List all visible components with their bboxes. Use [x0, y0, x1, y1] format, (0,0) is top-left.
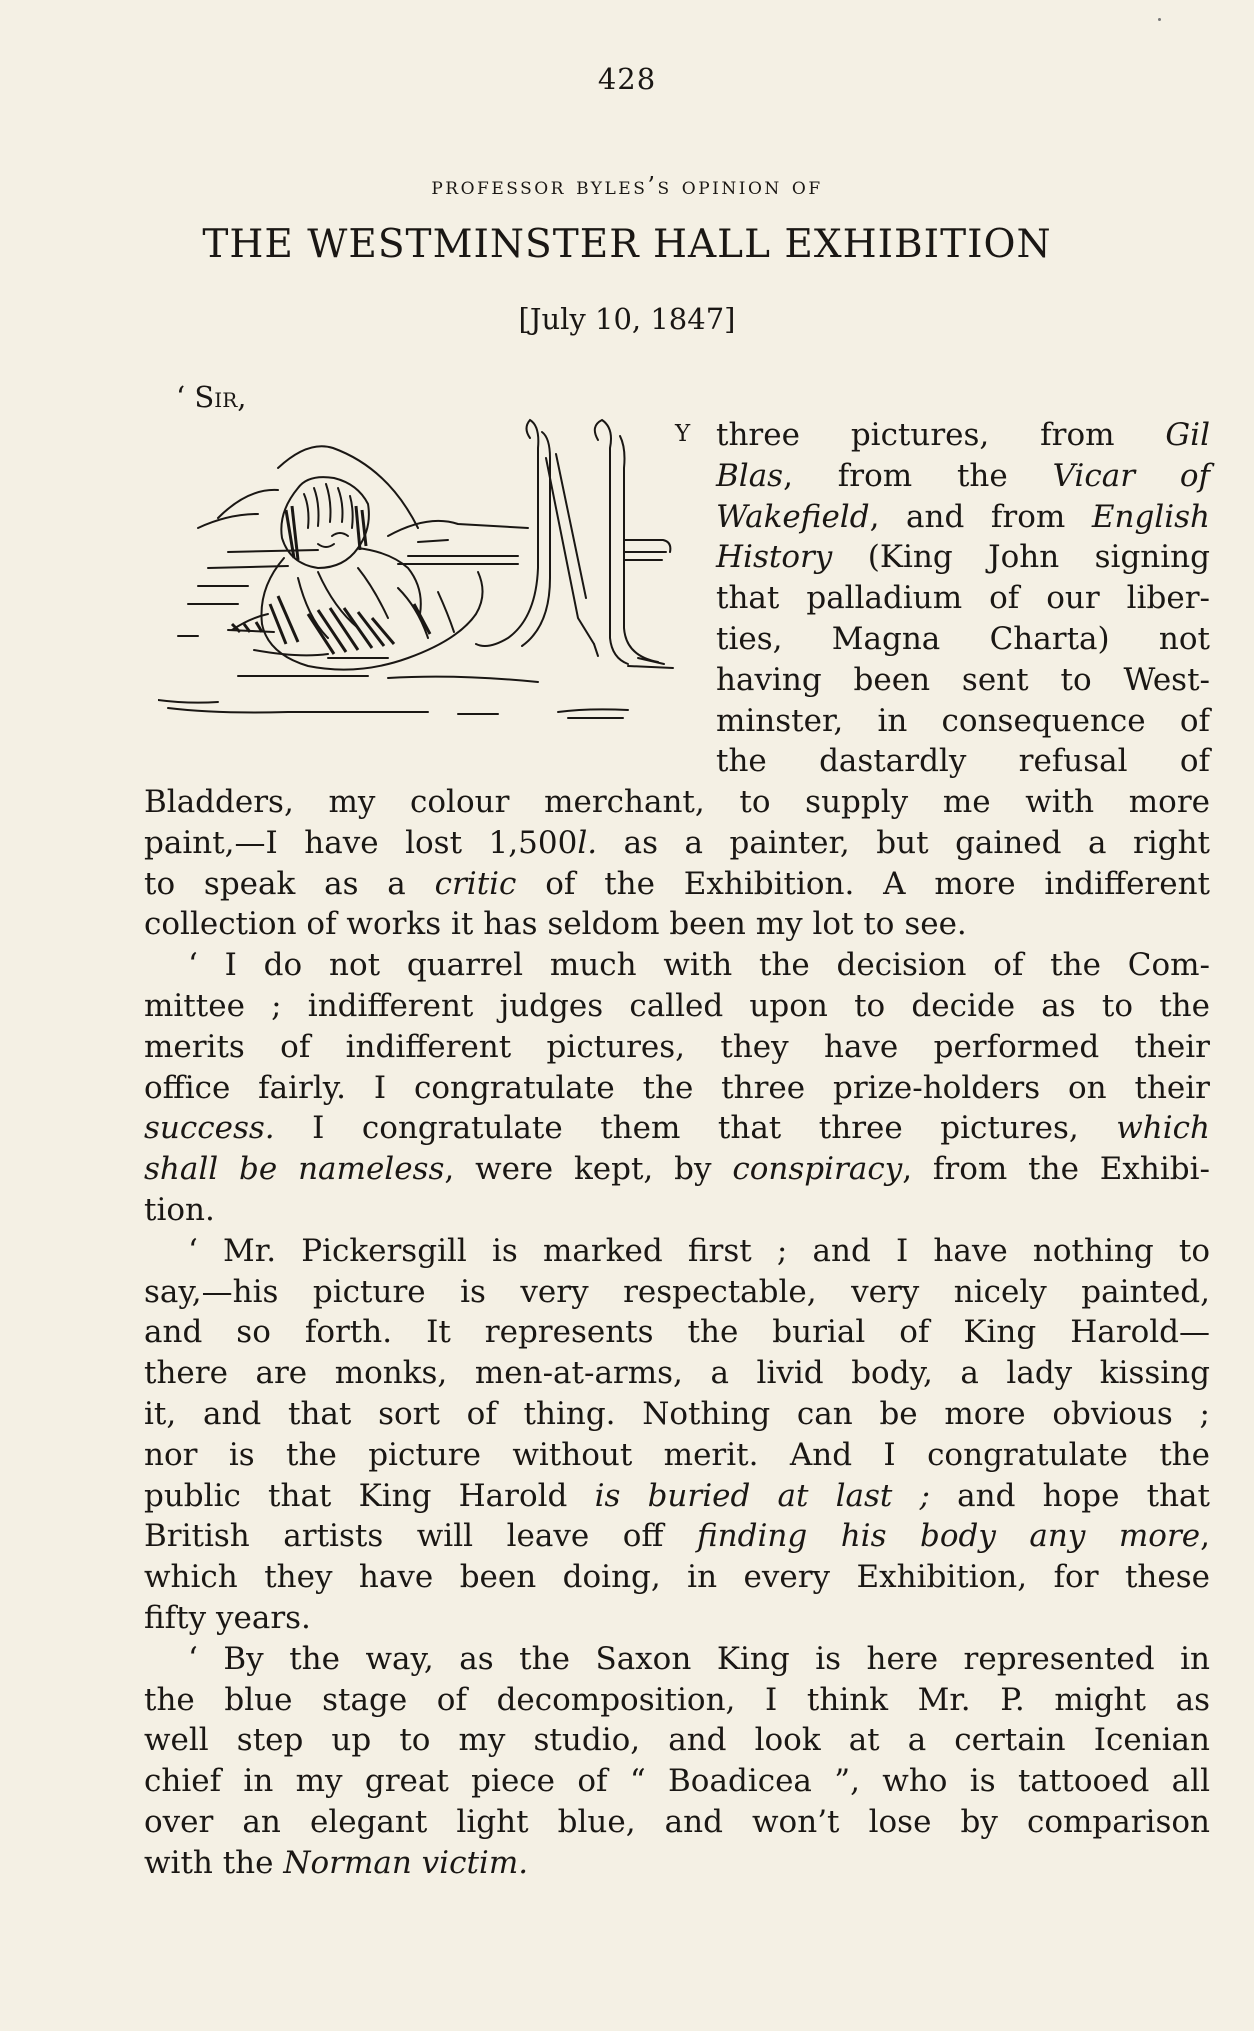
- text-line: tion.: [144, 1191, 215, 1228]
- text-line: Bladders, my colour merchant, to supply me with more: [144, 784, 1210, 820]
- text-line: which they have been doing, in every Exhibition, for these: [144, 1559, 1210, 1596]
- text-line: office fairly. I congratulate the three prize-holders on their: [144, 1069, 1210, 1106]
- text-line: Wakefield, and from English: [716, 498, 1210, 535]
- stray-mark: [1158, 18, 1161, 21]
- text-line: British artists will leave off finding his body any more,: [144, 1518, 1210, 1555]
- text-line: chief in my great piece of “ Boadicea ”, who is tattooed all: [144, 1763, 1210, 1800]
- text-line: mittee ; indifferent judges called upon to decide as to the: [144, 987, 1210, 1024]
- text-line: merits of indifferent pictures, they have performed their: [144, 1028, 1210, 1065]
- text-line: with the Norman victim.: [144, 1844, 529, 1881]
- chapter-subtitle: professor byles’s opinion of: [431, 172, 823, 200]
- text-line: there are monks, men-at-arms, a livid body, a lady kissing: [144, 1355, 1210, 1392]
- page-number: 428: [597, 62, 657, 96]
- text-line: say,—his picture is very respectable, very nicely painted,: [144, 1273, 1210, 1310]
- salutation: ‘ Sir,: [176, 380, 247, 414]
- text-line: the dastardly refusal of: [716, 743, 1210, 780]
- text-line: ‘ By the way, as the Saxon King is here represented in: [188, 1640, 1210, 1677]
- wrapped-opening-text: [716, 415, 1210, 782]
- text-line: the blue stage of decomposition, I think Mr. P. might as: [144, 1681, 1210, 1718]
- text-line: over an elegant light blue, and won’t lose by comparison: [144, 1803, 1210, 1840]
- text-line: three pictures, from Gil: [716, 417, 1210, 453]
- drop-cap-tail: Y: [675, 421, 691, 447]
- text-line: History (King John signing: [716, 539, 1210, 576]
- text-line: success. I congratulate them that three pictures, which: [144, 1110, 1210, 1147]
- text-line: Blas, from the Vicar of: [716, 457, 1210, 494]
- text-line: and so forth. It represents the burial of King Harold—: [144, 1314, 1210, 1351]
- body-text: [144, 782, 1210, 1884]
- text-line: public that King Harold is buried at last ; and hope that: [144, 1477, 1210, 1514]
- drop-cap-M-illustration-icon: [158, 418, 678, 754]
- text-line: ties, Magna Charta) not: [716, 620, 1210, 657]
- date-line: [July 10, 1847]: [518, 302, 736, 336]
- text-line: fifty years.: [144, 1599, 311, 1636]
- text-line: it, and that sort of thing. Nothing can be more obvious ;: [144, 1395, 1210, 1432]
- text-line: paint,—I have lost 1,500l. as a painter, but gained a right: [144, 824, 1210, 861]
- chapter-title: THE WESTMINSTER HALL EXHIBITION: [202, 222, 1052, 267]
- text-line: collection of works it has seldom been my lot to see.: [144, 906, 967, 943]
- text-line: that palladium of our liber-: [716, 580, 1210, 617]
- text-line: shall be nameless, were kept, by conspiracy, from the Exhibi-: [144, 1151, 1211, 1188]
- text-line: well step up to my studio, and look at a certain Icenian: [144, 1722, 1210, 1759]
- text-line: ‘ Mr. Pickersgill is marked first ; and I have nothing to: [188, 1232, 1210, 1269]
- text-line: nor is the picture without merit. And I congratulate the: [144, 1436, 1210, 1473]
- text-line: ‘ I do not quarrel much with the decision of the Com-: [188, 947, 1210, 984]
- text-line: having been sent to West-: [716, 661, 1210, 698]
- text-line: to speak as a critic of the Exhibition. A more indifferent: [144, 865, 1210, 902]
- text-line: minster, in consequence of: [716, 702, 1210, 739]
